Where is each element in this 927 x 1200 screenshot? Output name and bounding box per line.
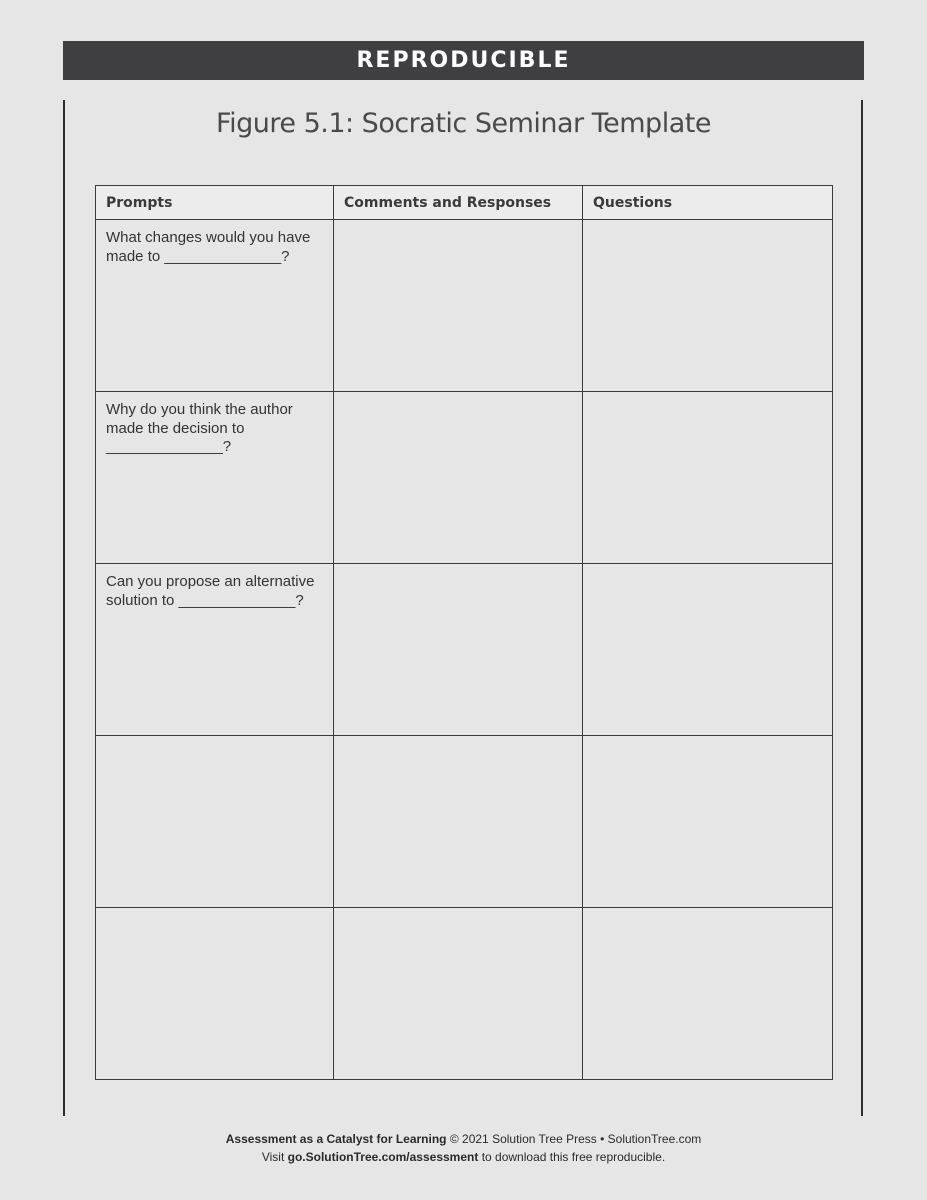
socratic-seminar-table — [95, 185, 833, 1080]
comments-cell — [334, 392, 583, 564]
page-footer — [0, 1130, 927, 1166]
comments-cell — [334, 736, 583, 908]
prompt-cell — [96, 908, 334, 1080]
footer-copyright: © 2021 Solution Tree Press • SolutionTree.com — [449, 1132, 702, 1146]
table-header-row — [96, 186, 833, 220]
header-prompts: Prompts — [96, 186, 334, 220]
table-row — [96, 392, 833, 564]
questions-cell — [583, 908, 833, 1080]
header-questions: Questions — [583, 186, 833, 220]
comments-cell — [334, 564, 583, 736]
table-row — [96, 220, 833, 392]
questions-cell — [583, 220, 833, 392]
questions-cell — [583, 392, 833, 564]
comments-cell — [334, 908, 583, 1080]
table-row — [96, 564, 833, 736]
prompt-cell — [96, 736, 334, 908]
left-margin-rule — [63, 100, 65, 1116]
footer-visit-prefix: Visit — [261, 1150, 285, 1164]
table-row — [96, 736, 833, 908]
prompt-cell: Why do you think the author made the decision to ______________? — [96, 392, 334, 564]
right-margin-rule — [861, 100, 863, 1116]
questions-cell — [583, 736, 833, 908]
banner-label: REPRODUCIBLE — [356, 48, 571, 73]
footer-visit-suffix: to download this free reproducible. — [481, 1150, 666, 1164]
prompt-cell: What changes would you have made to ______________? — [96, 220, 334, 392]
figure-title: Figure 5.1: Socratic Seminar Template — [216, 108, 711, 139]
table-row — [96, 908, 833, 1080]
comments-cell — [334, 220, 583, 392]
footer-url-link[interactable]: go.SolutionTree.com/assessment — [287, 1150, 479, 1164]
footer-copyright-line — [0, 1130, 927, 1148]
questions-cell — [583, 564, 833, 736]
prompt-cell: Can you propose an alternative solution to ______________? — [96, 564, 334, 736]
footer-download-line — [0, 1148, 927, 1166]
header-comments-responses: Comments and Responses — [334, 186, 583, 220]
footer-book-title: Assessment as a Catalyst for Learning — [225, 1132, 447, 1146]
reproducible-banner — [63, 41, 864, 80]
